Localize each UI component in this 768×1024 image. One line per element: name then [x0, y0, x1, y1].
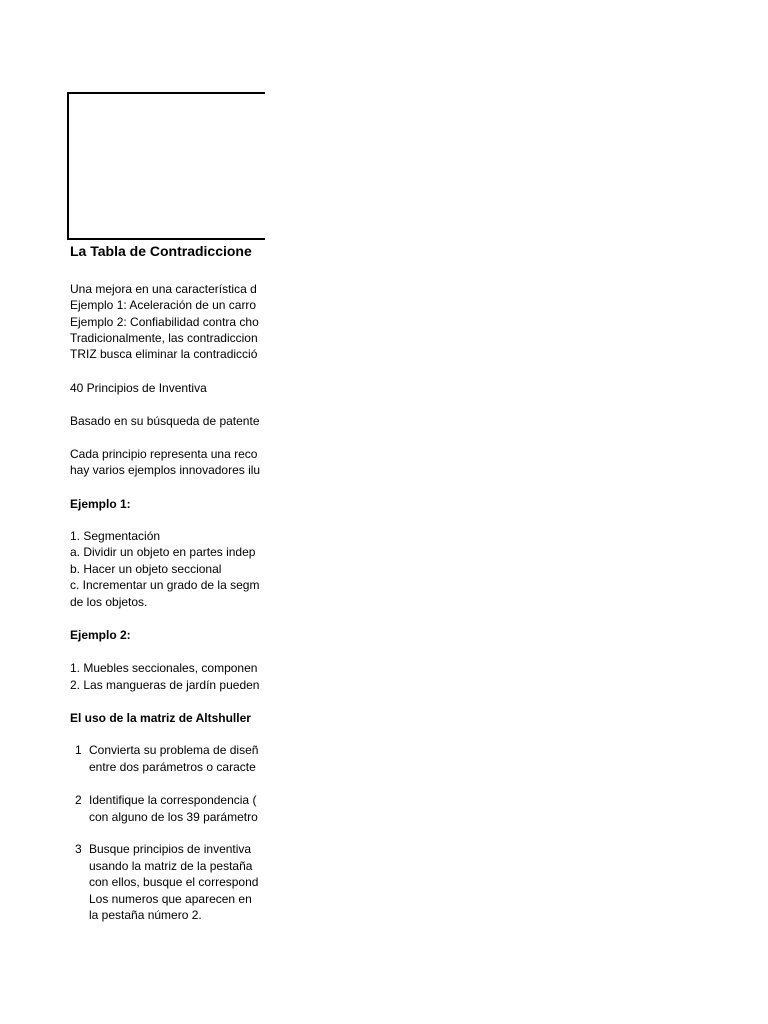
step-line: con ellos, busque el correspond	[89, 875, 259, 889]
example2-line: 2. Las mangueras de jardín pueden	[70, 678, 260, 692]
principles-heading: 40 Principios de Inventiva	[70, 381, 207, 395]
step-line: usando la matriz de la pestaña	[89, 858, 253, 873]
matrix-heading: El uso de la matriz de Altshuller	[70, 711, 251, 725]
step-text	[89, 841, 258, 924]
example1-line: c. Incrementar un grado de la segm	[70, 578, 260, 592]
intro-line: TRIZ busca eliminar la contradicció	[70, 347, 258, 361]
step-number: 1	[75, 743, 82, 757]
intro-line: Ejemplo 1: Aceleración de un carro	[70, 298, 257, 312]
step-line: Identifique la correspondencia (	[89, 793, 257, 807]
example1-line: de los objetos.	[70, 595, 148, 609]
example1-line: a. Dividir un objeto en partes indep	[70, 545, 256, 559]
intro-line: Tradicionalmente, las contradiccion	[70, 331, 258, 345]
step-line: Convierta su problema de diseñ	[89, 743, 259, 757]
intro-line: Una mejora en una característica d	[70, 282, 257, 296]
principle-desc-line: Cada principio representa una reco	[70, 447, 258, 461]
doc-title: La Tabla de Contradiccione	[70, 243, 252, 259]
step-line: la pestaña número 2.	[89, 908, 202, 922]
document-page	[0, 0, 265, 1024]
step-line: Los numeros que aparecen en	[89, 891, 252, 906]
example1-line: 1. Segmentación	[70, 529, 161, 543]
intro-line: Ejemplo 2: Confiabilidad contra cho	[70, 315, 259, 329]
step-number: 2	[75, 793, 82, 807]
principle-desc-line: hay varios ejemplos innovadores ilu	[70, 463, 261, 477]
step-line: entre dos parámetros o caracte	[89, 759, 256, 774]
example1-line: b. Hacer un objeto seccional	[70, 562, 222, 576]
step-text	[89, 742, 258, 775]
example2-line: 1. Muebles seccionales, componen	[70, 661, 258, 675]
step-text	[89, 792, 258, 825]
step-line: con alguno de los 39 parámetro	[89, 809, 258, 824]
step-number: 3	[75, 842, 82, 856]
header-image-frame	[67, 92, 265, 240]
step-line: Busque principios de inventiva	[89, 842, 252, 856]
patents-line: Basado en su búsqueda de patente	[70, 414, 260, 428]
example1-heading: Ejemplo 1:	[70, 497, 131, 511]
example2-heading: Ejemplo 2:	[70, 628, 131, 642]
